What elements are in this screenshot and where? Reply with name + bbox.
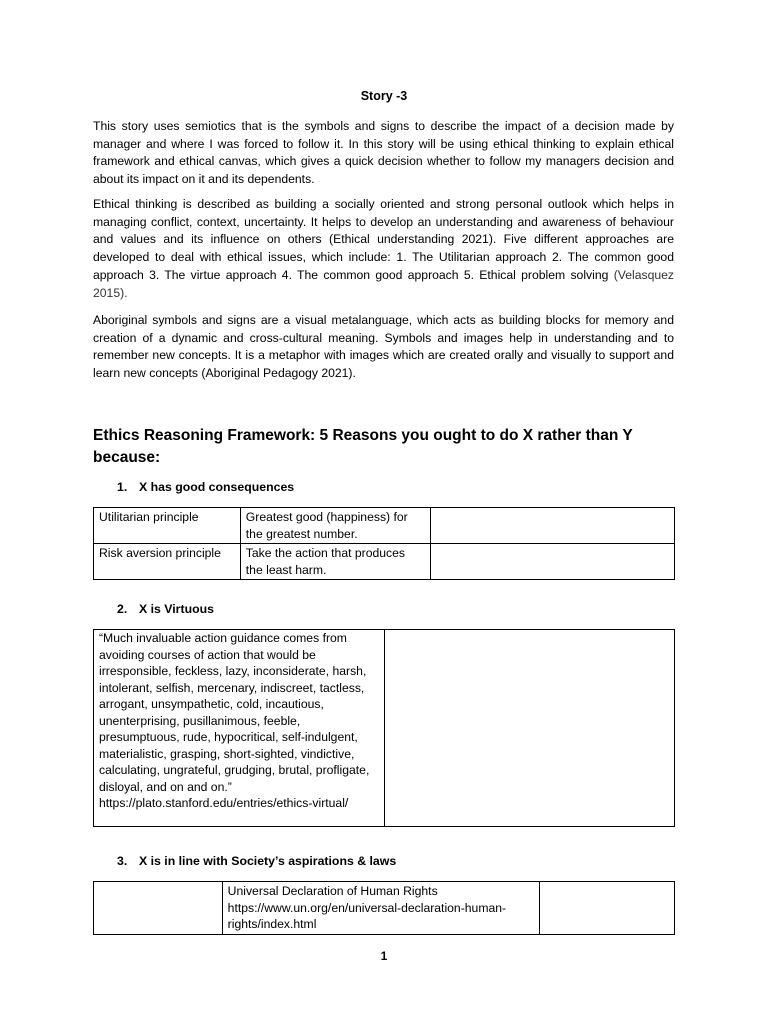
section-2-title: X is Virtuous (139, 602, 214, 616)
framework-heading: Ethics Reasoning Framework: 5 Reasons you ought to do X rather than Y because: (93, 427, 633, 466)
table-row (94, 544, 675, 580)
udhr-cell: Universal Declaration of Human Rights https://www.un.org/en/universal-declaration-human-rights/index.html (222, 882, 540, 935)
section-3-heading (117, 854, 396, 868)
society-table (93, 881, 675, 935)
intro-paragraph (93, 118, 674, 189)
ethical-thinking-text: Ethical thinking is described as building a socially oriented and strong personal outlook which helps in managing conflict, context, uncertainty. It helps to develop an understanding and awareness of behaviour and values and its influence on others (Ethical understanding 2021). Five different approaches are developed to deal with ethical issues, which include: 1. The Utilitarian approach 2. The common good approach 3. The virtue approach 4. The common good approach 5. Ethical problem solving (93, 197, 674, 282)
virtue-quote-cell: “Much invaluable action guidance comes from avoiding courses of action that would be irresponsible, feckless, lazy, inconsiderate, harsh, intolerant, selfish, mercenary, indiscreet, tactless, arrogant, unsympathetic, cold, incautious, unenterprising, pusillanimous, feeble, presumptuous, rude, hypocritical, self-indulgent, materialistic, grasping, short-sighted, vindictive, calculating, ungrateful, grudging, brutal, profligate, disloyal, and on and on.” https://plato.stanford.edu/entries/ethics-virtual/ (94, 630, 385, 827)
notes-cell (430, 544, 674, 580)
description-cell: Greatest good (happiness) for the greatest number. (240, 508, 430, 544)
description-cell: Take the action that produces the least harm. (240, 544, 430, 580)
section-1-number: 1. (117, 480, 128, 494)
section-2-number: 2. (117, 602, 128, 616)
ethical-thinking-paragraph (93, 196, 674, 302)
page-title: Story -3 (360, 89, 408, 103)
aboriginal-paragraph (93, 312, 674, 383)
notes-cell (430, 508, 674, 544)
notes-cell (384, 630, 674, 827)
virtue-table (93, 629, 675, 827)
section-2-heading (117, 602, 214, 616)
section-1-heading (117, 480, 294, 494)
page-number: 1 (380, 949, 388, 963)
table-row (94, 630, 675, 827)
aboriginal-paragraph-text: Aboriginal symbols and signs are a visual metalanguage, which acts as building blocks for memory and creation of a dynamic and cross-cultural meaning. Symbols and images help in understanding and to remember new concepts. It is a metaphor with images which are created orally and visually to support and learn new concepts (Aboriginal Pedagogy 2021). (93, 313, 674, 381)
table-row (94, 508, 675, 544)
right-cell (540, 882, 675, 935)
table-row (94, 882, 675, 935)
section-3-number: 3. (117, 854, 128, 868)
citation: (Velasquez 2015). (93, 267, 675, 300)
left-cell (94, 882, 223, 935)
principle-cell: Utilitarian principle (94, 508, 241, 544)
intro-paragraph-text: This story uses semiotics that is the symbols and signs to describe the impact of a decision made by manager and where I was forced to follow it. In this story will be using ethical thinking to explain ethical framework and ethical canvas, which gives a quick decision whether to follow my managers decision and about its impact on it and its dependents. (93, 119, 674, 187)
section-3-title: X is in line with Society’s aspirations & laws (139, 854, 397, 868)
section-1-title: X has good consequences (139, 480, 295, 494)
principle-cell: Risk aversion principle (94, 544, 241, 580)
consequences-table (93, 507, 675, 580)
